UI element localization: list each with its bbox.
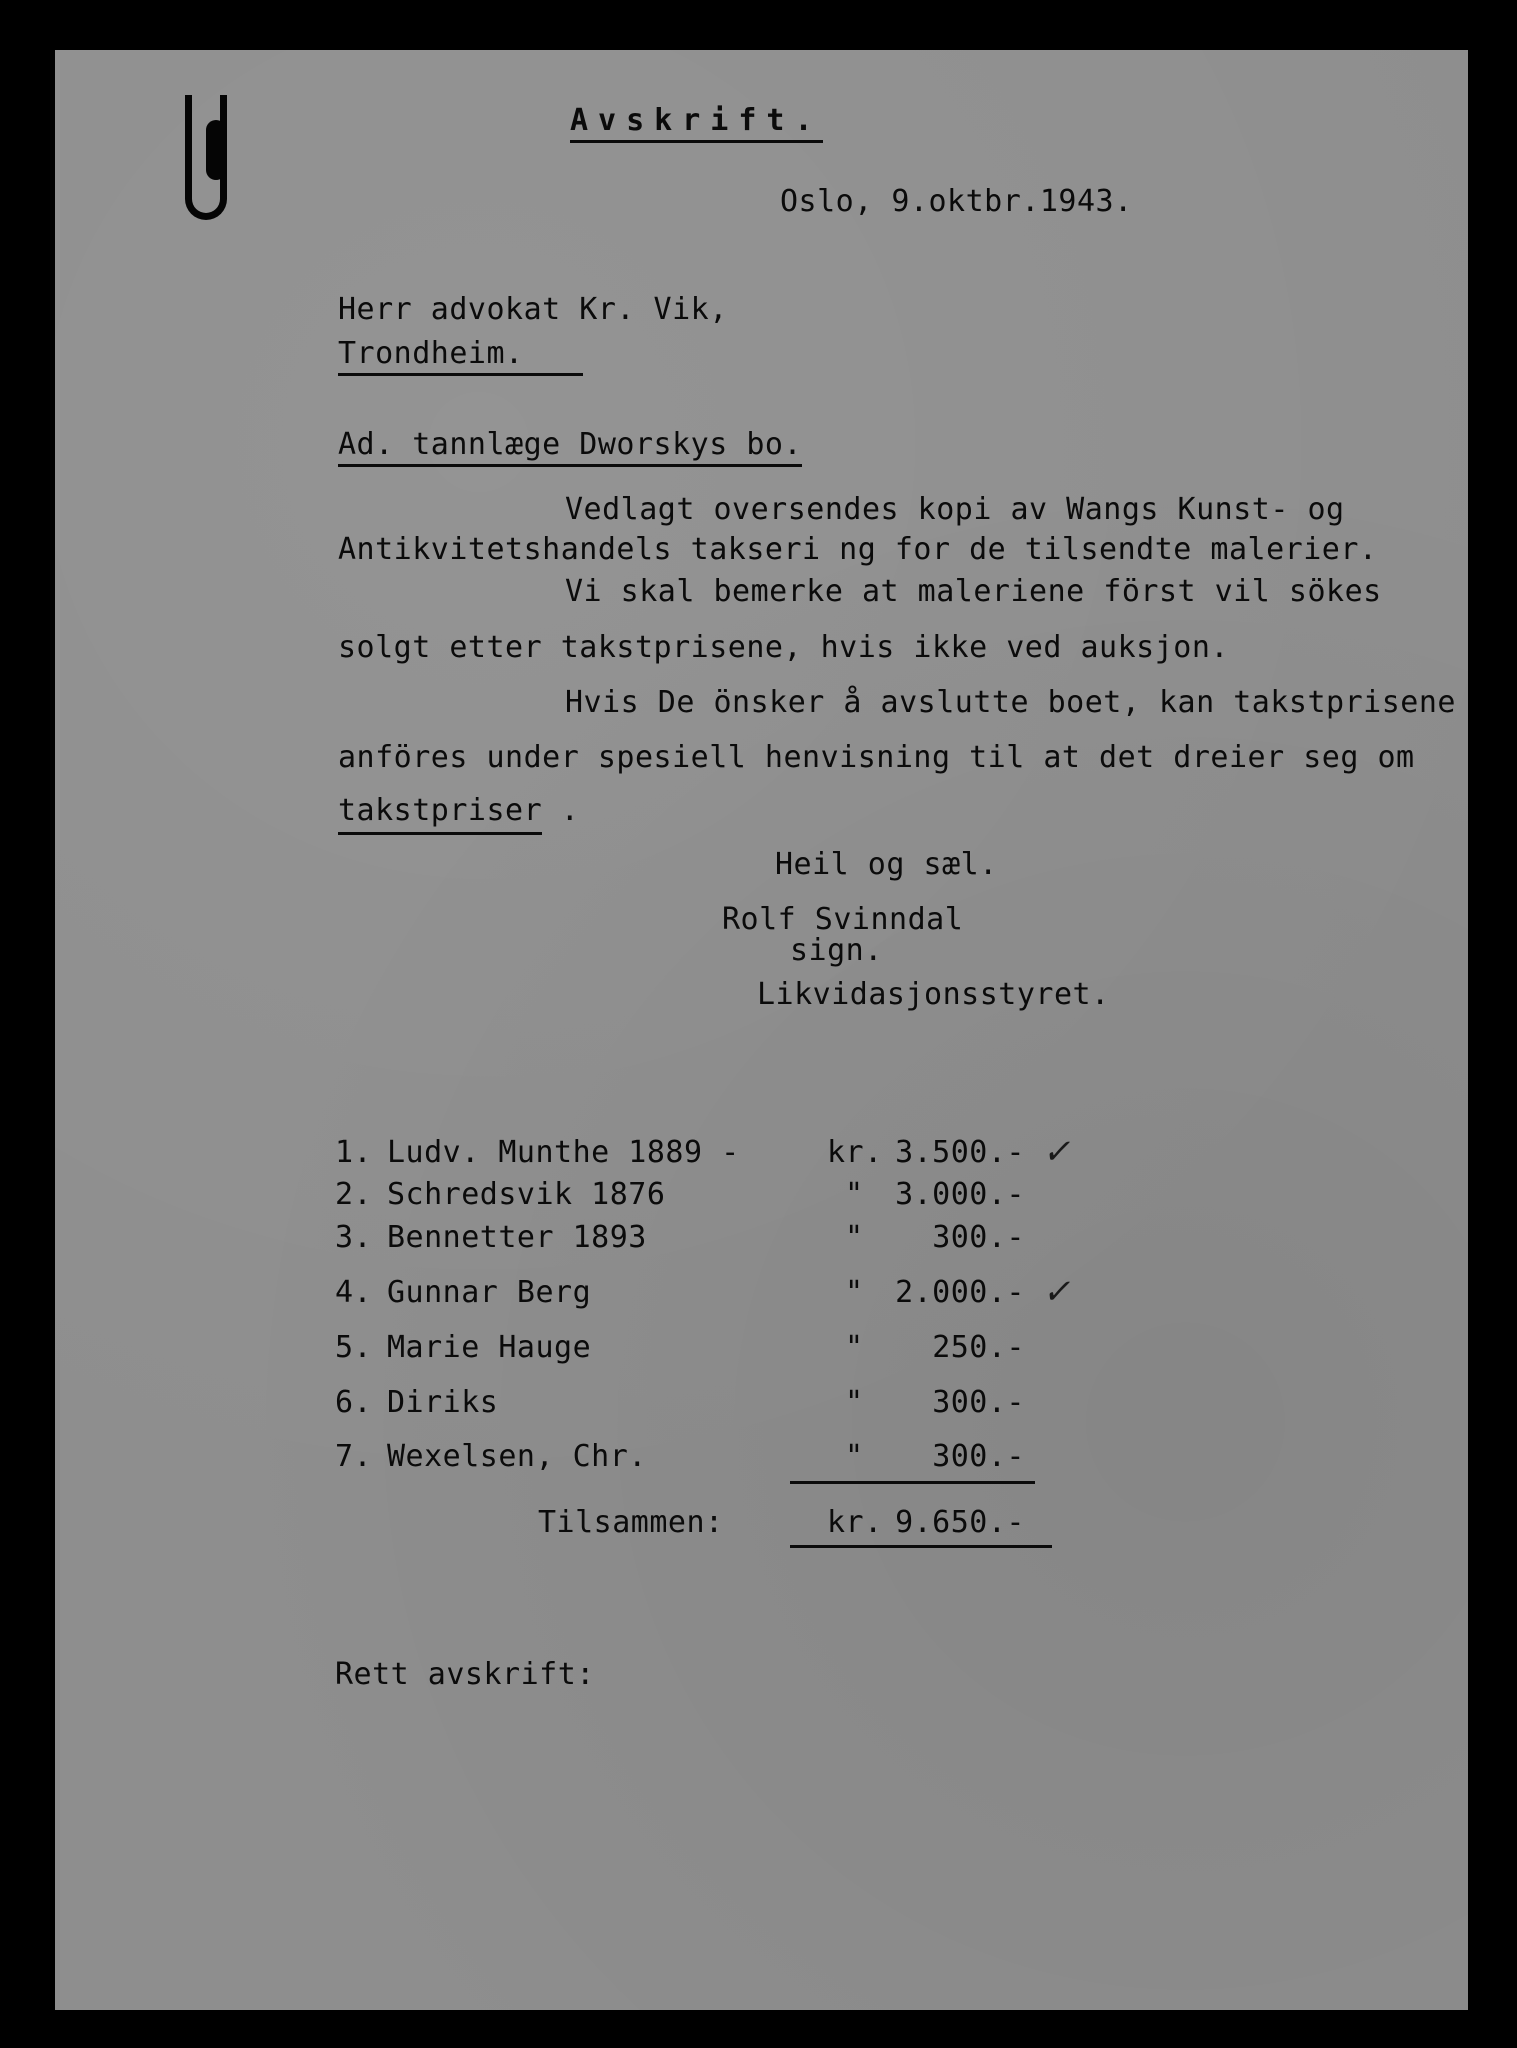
- check-mark-icon: ✓: [1040, 1132, 1078, 1172]
- item-prefix: ": [845, 1177, 864, 1212]
- item-number: 5.: [335, 1330, 373, 1365]
- subtotal-rule: [790, 1481, 1035, 1484]
- item-number: 6.: [335, 1385, 373, 1420]
- body-p1-line1: Vedlagt oversendes kopi av Wangs Kunst- og: [565, 492, 1345, 527]
- item-amount: 2.000.-: [895, 1275, 1025, 1310]
- item-name: Diriks: [387, 1385, 499, 1420]
- item-prefix: ": [845, 1220, 864, 1255]
- item-name: Marie Hauge: [387, 1330, 592, 1365]
- item-name: Ludv. Munthe 1889 -: [387, 1135, 740, 1170]
- item-prefix: ": [845, 1385, 864, 1420]
- body-p2-line2: solgt etter takstprisene, hvis ikke ved auksjon.: [338, 630, 1229, 665]
- item-number: 1.: [335, 1135, 373, 1170]
- total-rule: [790, 1545, 1052, 1548]
- item-name: Schredsvik 1876: [387, 1177, 666, 1212]
- recipient-name: Herr advokat Kr. Vik,: [338, 292, 728, 327]
- date-line: Oslo, 9.oktbr.1943.: [780, 184, 1133, 219]
- closing-greeting: Heil og sæl.: [775, 847, 998, 882]
- signed-mark: sign.: [790, 933, 883, 968]
- signer-name: Rolf Svinndal: [722, 902, 964, 937]
- body-p2-line1: Vi skal bemerke at maleriene först vil sökes: [565, 574, 1382, 609]
- item-amount: 3.000.-: [895, 1177, 1025, 1212]
- body-p3-line3-end: .: [542, 793, 580, 828]
- item-prefix: ": [845, 1275, 864, 1310]
- item-name: Bennetter 1893: [387, 1220, 647, 1255]
- paper-clip-icon: [185, 95, 227, 220]
- document-title: Avskrift.: [570, 106, 823, 143]
- item-number: 7.: [335, 1439, 373, 1474]
- subject-line: Ad. tannlæge Dworskys bo.: [338, 430, 802, 467]
- item-amount: 300.-: [932, 1439, 1025, 1474]
- item-number: 4.: [335, 1275, 373, 1310]
- item-name: Gunnar Berg: [387, 1275, 592, 1310]
- recipient-city: Trondheim.: [338, 339, 583, 376]
- emphasis-underlined: takstpriser: [338, 793, 542, 835]
- body-p3-line3: [338, 793, 580, 828]
- body-p3-line1: Hvis De önsker å avslutte boet, kan takstprisene: [565, 685, 1456, 720]
- item-prefix: kr.: [827, 1135, 883, 1170]
- certification-line: Rett avskrift:: [335, 1657, 595, 1692]
- item-prefix: ": [845, 1439, 864, 1474]
- body-p1-line2: Antikvitetshandels takseri ng for de tilsendte malerier.: [338, 532, 1378, 567]
- body-p3-line2: anföres under spesiell henvisning til at det dreier seg om: [338, 740, 1415, 775]
- total-prefix: kr.: [827, 1505, 883, 1540]
- item-amount: 300.-: [932, 1385, 1025, 1420]
- item-prefix: ": [845, 1330, 864, 1365]
- item-number: 2.: [335, 1177, 373, 1212]
- check-mark-icon: ✓: [1040, 1272, 1078, 1312]
- item-amount: 250.-: [932, 1330, 1025, 1365]
- item-amount: 3.500.-: [895, 1135, 1025, 1170]
- document-page: [55, 50, 1468, 2010]
- total-label: Tilsammen:: [538, 1505, 724, 1540]
- total-amount: 9.650.-: [895, 1505, 1025, 1540]
- item-number: 3.: [335, 1220, 373, 1255]
- item-amount: 300.-: [932, 1220, 1025, 1255]
- signer-organization: Likvidasjonsstyret.: [757, 977, 1110, 1012]
- item-name: Wexelsen, Chr.: [387, 1439, 647, 1474]
